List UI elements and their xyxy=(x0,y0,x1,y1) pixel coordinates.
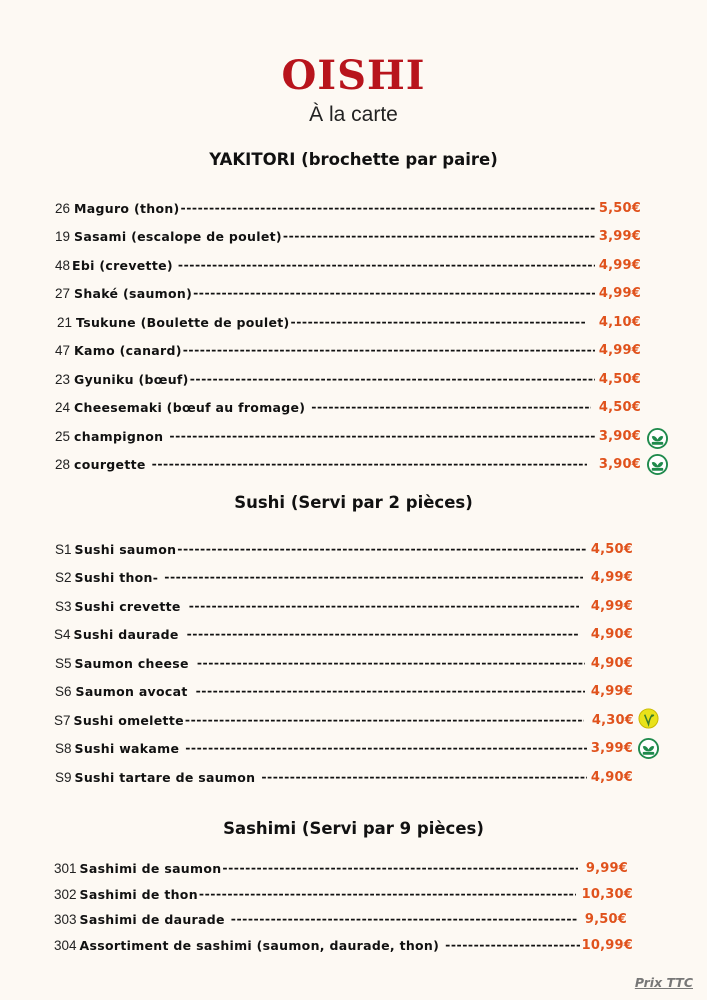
dotted-leader xyxy=(222,859,577,877)
restaurant-title: OISHI xyxy=(281,52,426,99)
item-name: champignon xyxy=(74,428,164,444)
section-title-sashimi: Sashimi (Servi par 9 pièces) xyxy=(223,819,484,838)
item-number: S2 xyxy=(55,569,72,585)
menu-item xyxy=(54,623,633,645)
dotted-leader xyxy=(164,568,583,586)
menu-item xyxy=(55,453,641,475)
item-number: 23 xyxy=(55,371,71,387)
menu-item xyxy=(54,908,627,930)
item-number: S7 xyxy=(54,712,71,728)
item-name: Sushi thon- xyxy=(74,569,159,585)
item-number: 304 xyxy=(54,937,77,953)
item-price: 10,99€ xyxy=(581,937,633,953)
item-price: 4,90€ xyxy=(590,769,633,785)
item-name: Ebi (crevette) xyxy=(72,257,173,273)
dotted-leader xyxy=(190,370,595,388)
dotted-leader xyxy=(169,427,595,445)
item-number: 25 xyxy=(55,428,71,444)
menu-subtitle: À la carte xyxy=(309,103,398,126)
item-number: S3 xyxy=(55,598,72,614)
vegan-icon xyxy=(638,738,659,759)
item-name: Sashimi de daurade xyxy=(79,911,225,927)
item-price: 3,99€ xyxy=(590,740,633,756)
menu-item xyxy=(55,652,633,674)
item-price: 4,50€ xyxy=(598,371,641,387)
dotted-leader xyxy=(199,885,576,903)
item-name: Cheesemaki (bœuf au fromage) xyxy=(74,399,306,415)
menu-item xyxy=(55,595,633,617)
item-name: Sashimi de thon xyxy=(79,886,198,902)
menu-item xyxy=(55,254,641,276)
item-price: 3,99€ xyxy=(598,228,641,244)
vegan-icon xyxy=(647,454,668,475)
dotted-leader xyxy=(185,739,587,757)
item-number: S8 xyxy=(55,740,72,756)
menu-item xyxy=(54,709,634,731)
item-price: 4,50€ xyxy=(598,399,641,415)
item-name: Sushi tartare de saumon xyxy=(74,769,256,785)
item-price: 4,99€ xyxy=(598,257,641,273)
item-number: S9 xyxy=(55,769,72,785)
dotted-leader xyxy=(185,711,584,729)
item-price: 4,90€ xyxy=(590,655,633,671)
menu-item xyxy=(55,368,641,390)
menu-item xyxy=(54,883,633,905)
dotted-leader xyxy=(193,284,595,302)
dotted-leader xyxy=(197,654,585,672)
dotted-leader xyxy=(189,597,579,615)
item-name: Sasami (escalope de poulet) xyxy=(74,228,282,244)
item-number: 24 xyxy=(55,399,71,415)
item-name: Maguro (thon) xyxy=(74,200,180,216)
item-number: 21 xyxy=(57,314,73,330)
item-name: Sushi daurade xyxy=(73,626,179,642)
item-price: 4,99€ xyxy=(590,569,633,585)
item-number: 27 xyxy=(55,285,71,301)
menu-item xyxy=(55,680,633,702)
item-name: Assortiment de sashimi (saumon, daurade, thon) xyxy=(79,937,440,953)
dotted-leader xyxy=(311,398,591,416)
item-number: S4 xyxy=(54,626,71,642)
dotted-leader xyxy=(183,341,595,359)
section-title-sushi: Sushi (Servi par 2 pièces) xyxy=(234,493,473,512)
item-number: 26 xyxy=(55,200,71,216)
menu-item xyxy=(55,396,641,418)
prices-note: Prix TTC xyxy=(634,975,693,990)
item-name: Sushi saumon xyxy=(74,541,177,557)
section-title-yakitori: YAKITORI (brochette par paire) xyxy=(209,150,498,169)
dotted-leader xyxy=(231,910,577,928)
menu-item xyxy=(54,934,633,956)
item-number: S1 xyxy=(55,541,72,557)
item-price: 4,99€ xyxy=(598,342,641,358)
item-price: 9,50€ xyxy=(584,911,627,927)
item-price: 3,90€ xyxy=(598,428,641,444)
item-price: 9,99€ xyxy=(585,860,628,876)
item-number: 19 xyxy=(55,228,71,244)
item-price: 4,99€ xyxy=(598,285,641,301)
item-name: Saumon avocat xyxy=(75,683,188,699)
item-price: 4,50€ xyxy=(590,541,633,557)
vegan-icon xyxy=(647,428,668,449)
item-name: Sushi wakame xyxy=(74,740,180,756)
dotted-leader xyxy=(181,199,595,217)
item-name: Sushi crevette xyxy=(74,598,181,614)
dotted-leader xyxy=(291,313,585,331)
item-number: 301 xyxy=(54,860,77,876)
dotted-leader xyxy=(187,625,579,643)
item-price: 4,30€ xyxy=(591,712,634,728)
item-number: S6 xyxy=(55,683,72,699)
menu-item xyxy=(55,282,641,304)
item-name: Tsukune (Boulette de poulet) xyxy=(76,314,290,330)
dotted-leader xyxy=(196,682,585,700)
dotted-leader xyxy=(283,227,595,245)
item-price: 4,90€ xyxy=(590,626,633,642)
menu-item xyxy=(55,225,641,247)
menu-item xyxy=(55,737,633,759)
item-price: 4,99€ xyxy=(590,598,633,614)
item-name: Gyuniku (bœuf) xyxy=(74,371,189,387)
dotted-leader xyxy=(261,768,587,786)
item-name: Shaké (saumon) xyxy=(74,285,193,301)
menu-item xyxy=(57,311,641,333)
menu-item xyxy=(55,197,641,219)
menu-item xyxy=(55,766,633,788)
item-price: 4,10€ xyxy=(598,314,641,330)
dotted-leader xyxy=(152,455,587,473)
dotted-leader xyxy=(177,540,587,558)
menu-item xyxy=(55,339,641,361)
item-price: 3,90€ xyxy=(598,456,641,472)
menu-item xyxy=(54,857,628,879)
item-number: 47 xyxy=(55,342,71,358)
item-price: 4,99€ xyxy=(590,683,633,699)
vegetarian-icon xyxy=(638,708,659,729)
item-number: 303 xyxy=(54,911,77,927)
dotted-leader xyxy=(178,256,595,274)
item-number: 48 xyxy=(55,257,71,273)
item-name: Saumon cheese xyxy=(74,655,189,671)
item-name: Sushi omelette xyxy=(73,712,184,728)
item-name: Sashimi de saumon xyxy=(79,860,222,876)
item-number: 302 xyxy=(54,886,77,902)
item-price: 10,30€ xyxy=(581,886,633,902)
menu-item xyxy=(55,566,633,588)
item-number: 28 xyxy=(55,456,71,472)
dotted-leader xyxy=(445,936,579,954)
menu-item xyxy=(55,425,641,447)
item-price: 5,50€ xyxy=(598,200,641,216)
item-name: Kamo (canard) xyxy=(74,342,182,358)
item-number: S5 xyxy=(55,655,72,671)
menu-item xyxy=(55,538,633,560)
item-name: courgette xyxy=(74,456,146,472)
